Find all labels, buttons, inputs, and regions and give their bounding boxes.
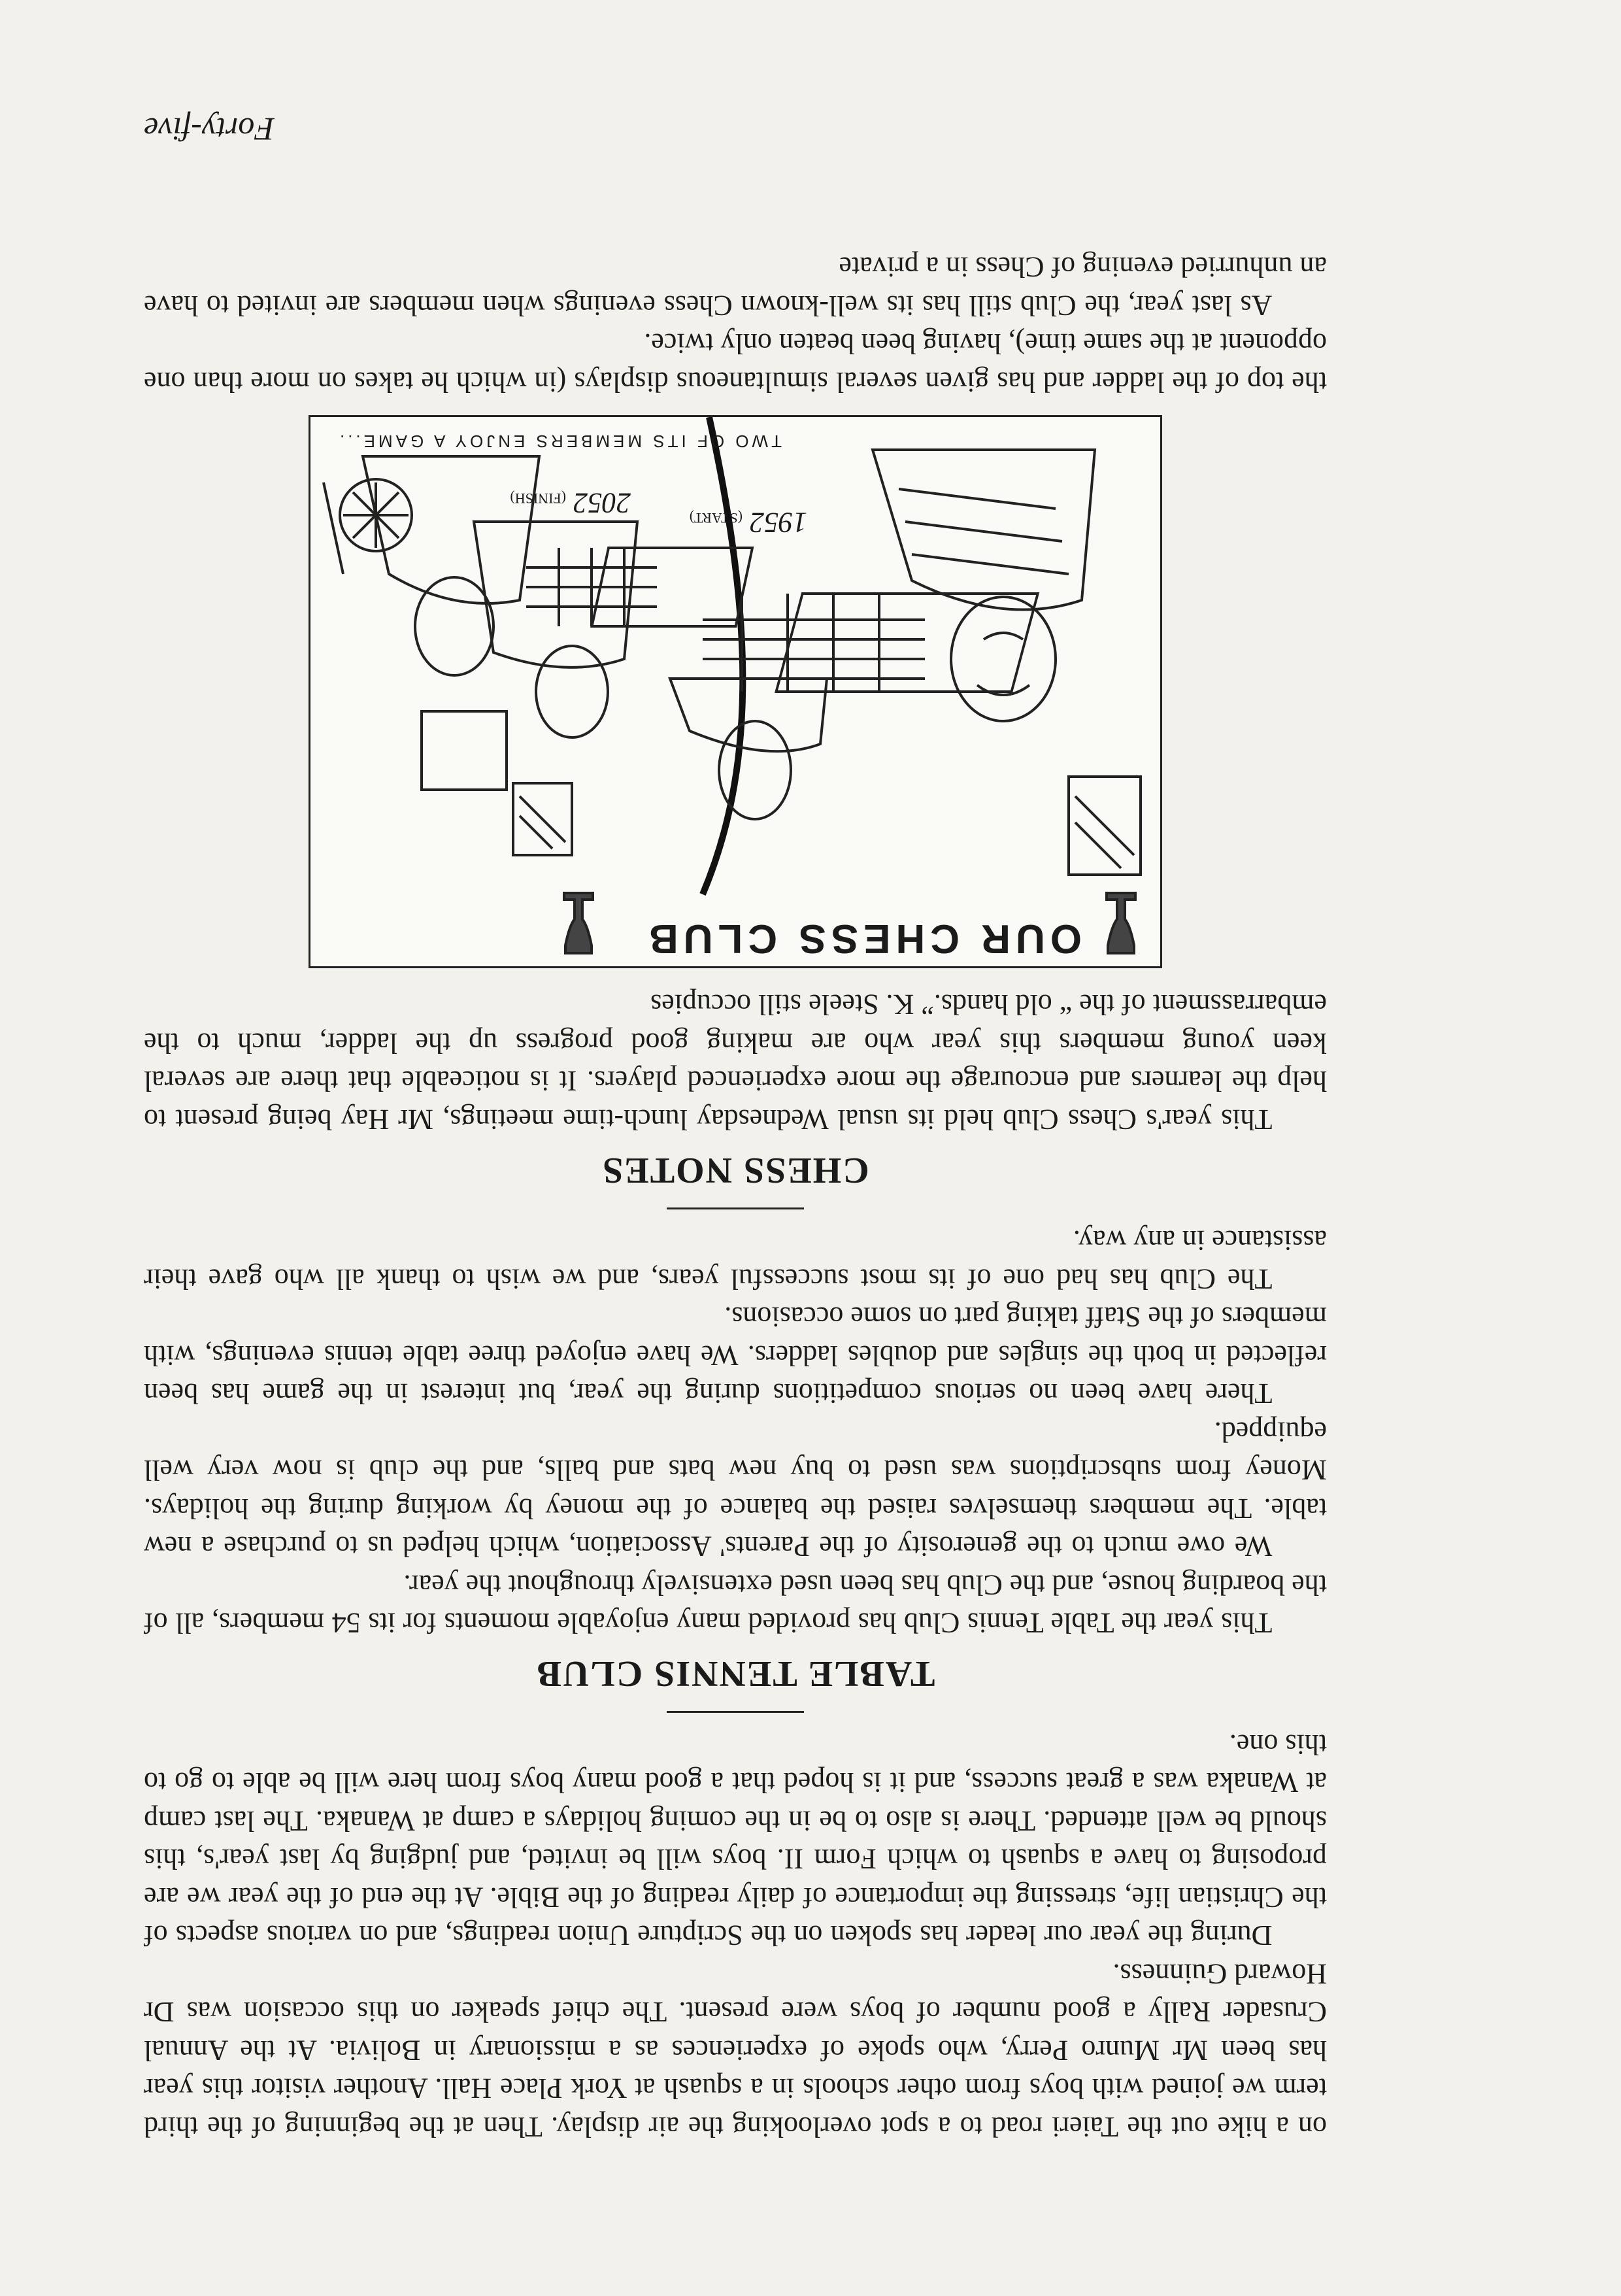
figure-start-label — [690, 499, 807, 542]
figure-start-tag: (START) — [689, 510, 743, 526]
table-tennis-paragraph-4: The Club has had one of its most successful years, and we wish to thank all who gave their assistance in any way. — [144, 1224, 1327, 1295]
figure-caption: TWO OF ITS MEMBERS ENJOY A GAME... — [337, 431, 782, 452]
trophy-icon — [564, 893, 593, 953]
figure-start-year: 1952 — [750, 507, 807, 539]
chess-paragraph-2: the top of the ladder and has given several simultaneous displays (in which he takes on more than one opponent at the same time), having been beaten only twice. — [144, 328, 1327, 398]
divider-curve — [703, 417, 743, 894]
table-tennis-heading: TABLE TENNIS CLUB — [535, 1653, 935, 1695]
chess-club-cartoon — [309, 415, 1162, 968]
trophy-icon — [1107, 893, 1135, 953]
figure-title: OUR CHESS CLUB — [643, 916, 1082, 961]
section-divider — [667, 1207, 804, 1209]
text-column — [144, 248, 1327, 2146]
figure-finish-tag: (FINISH) — [510, 490, 566, 507]
chess-paragraph-1: This year's Chess Club held its usual Wednesday lunch-time meetings, Mr Hay being present to help the learners and encourage the more experienced players. It is noticeable that there are several keen young members this year who are making good progress up the ladder, much to the embarrassment of the “ old hands.” K. Steele still occupies — [144, 988, 1327, 1136]
table-tennis-paragraph-1: This year the Table Tennis Club has provided many enjoyable moments for its 54 members, all of the boarding house, and the Club has been used extensively throughout the year. — [144, 1569, 1327, 1640]
chess-heading: CHESS NOTES — [601, 1150, 869, 1190]
chess-paragraph-3: As last year, the Club still has its well-known Chess evenings when members are invited to have an unhurried evening of Chess in a private — [144, 251, 1327, 322]
intro-paragraph-2: During the year our leader has spoken on the Scripture Union readings, and on various aspects of the Christian life, stressing the importance of daily reading of the Bible. At the end of the year we are proposing to have a squash to which Form II. boys will be invited, and judging by last year's, this should be well attended. There is also to be in the coming holidays a camp at Wanaka. The last camp at Wanaka was a great success, and it is hoped that a good many boys from here will be able to go to this one. — [144, 1729, 1327, 1952]
figure-finish-label — [510, 479, 631, 522]
page-number: Forty-five — [144, 111, 275, 148]
intro-paragraph-1: on a hike out the Taieri road to a spot overlooking the air display. Then at the beginning of the third term we joined with boys from other schools in a squash at York Place Hall. Another visitor this year has been Mr Munro Perry, who spoke of experiences as a missionary in Bolivia. At the Annual Crusader Rally a good number of boys were present. The chief speaker on this occasion was Dr Howard Guinness. — [144, 1958, 1327, 2143]
figure-finish-year: 2052 — [573, 487, 631, 519]
table-tennis-paragraph-2: We owe much to the generosity of the Parents' Association, which helped us to purchase a new table. The members themselves raised the balance of the money by working during the holidays. Money from subscriptions was used to buy new bats and balls, and the club is now very well equipped. — [144, 1416, 1327, 1563]
section-divider — [667, 1712, 804, 1714]
table-tennis-paragraph-3: There have been no serious competitions during the year, but interest in the game has been reflected in both the singles and doubles ladders. We have enjoyed three table tennis evenings, with members of the Staff taking part on some occasions. — [144, 1301, 1327, 1410]
